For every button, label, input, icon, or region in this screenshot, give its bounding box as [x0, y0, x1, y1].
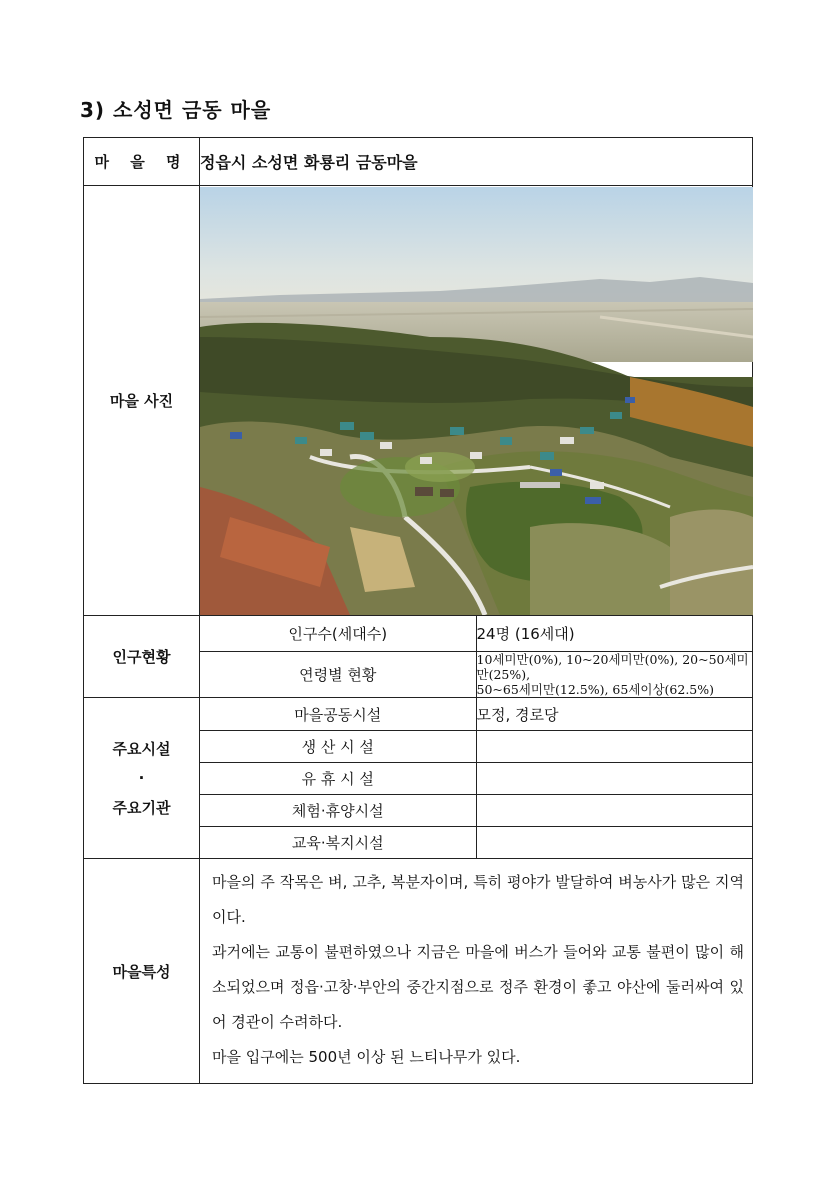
- facility-row-1: [84, 698, 753, 731]
- age-distribution-value: [476, 652, 753, 698]
- village-name-label: 마 을 명: [84, 138, 200, 186]
- facilities-label: [84, 698, 200, 859]
- features-paragraph-3: 마을 입구에는 500년 이상 된 느티나무가 있다.: [212, 1048, 521, 1066]
- facility-label-idle: 유 휴 시 설: [200, 763, 477, 795]
- age-distribution-label: 연령별 현황: [200, 652, 477, 698]
- facility-label-education: 교육·복지시설: [200, 827, 477, 859]
- features-cell: [200, 859, 753, 1084]
- photo-label: 마을 사진: [84, 186, 200, 616]
- section-heading: 3) 소성면 금동 마을: [80, 98, 272, 122]
- village-aerial-photo: [200, 187, 753, 615]
- facilities-label-bottom: 주요기관: [112, 799, 171, 817]
- features-row: [84, 859, 753, 1084]
- facilities-label-dot: ·: [138, 769, 145, 787]
- village-name-value: 정읍시 소성면 화룡리 금동마을: [200, 138, 753, 186]
- facility-value-production: [476, 731, 753, 763]
- facility-value-idle: [476, 763, 753, 795]
- facility-label-production: 생 산 시 설: [200, 731, 477, 763]
- facilities-label-top: 주요시설: [112, 740, 171, 758]
- population-count-value: 24명 (16세대): [476, 616, 753, 652]
- facility-label-experience: 체험·휴양시설: [200, 795, 477, 827]
- age-distribution-line-1: 10세미만(0%), 10~20세미만(0%), 20~50세미만(25%),: [476, 652, 749, 682]
- age-distribution-line-2: 50~65세미만(12.5%), 65세이상(62.5%): [476, 682, 715, 697]
- facility-value-education: [476, 827, 753, 859]
- features-label: 마을특성: [84, 859, 200, 1084]
- photo-row: [84, 186, 753, 616]
- facility-value-experience: [476, 795, 753, 827]
- facility-value-community: 모정, 경로당: [476, 698, 753, 731]
- village-info-table: [83, 137, 753, 1084]
- facility-label-community: 마을공동시설: [200, 698, 477, 731]
- population-label: 인구현황: [84, 616, 200, 698]
- population-count-label: 인구수(세대수): [200, 616, 477, 652]
- village-photo-cell: [200, 186, 753, 616]
- population-row-1: [84, 616, 753, 652]
- village-name-row: [84, 138, 753, 186]
- features-paragraph-2: 과거에는 교통이 불편하였으나 지금은 마을에 버스가 들어와 교통 불편이 많이 해소되었으며 정읍·고창·부안의 중간지점으로 정주 환경이 좋고 야산에 둘러싸여 있어 경관이 수려하다.: [212, 943, 744, 1031]
- features-paragraph-1: 마을의 주 작목은 벼, 고추, 복분자이며, 특히 평야가 발달하여 벼농사가 많은 지역이다.: [212, 873, 744, 926]
